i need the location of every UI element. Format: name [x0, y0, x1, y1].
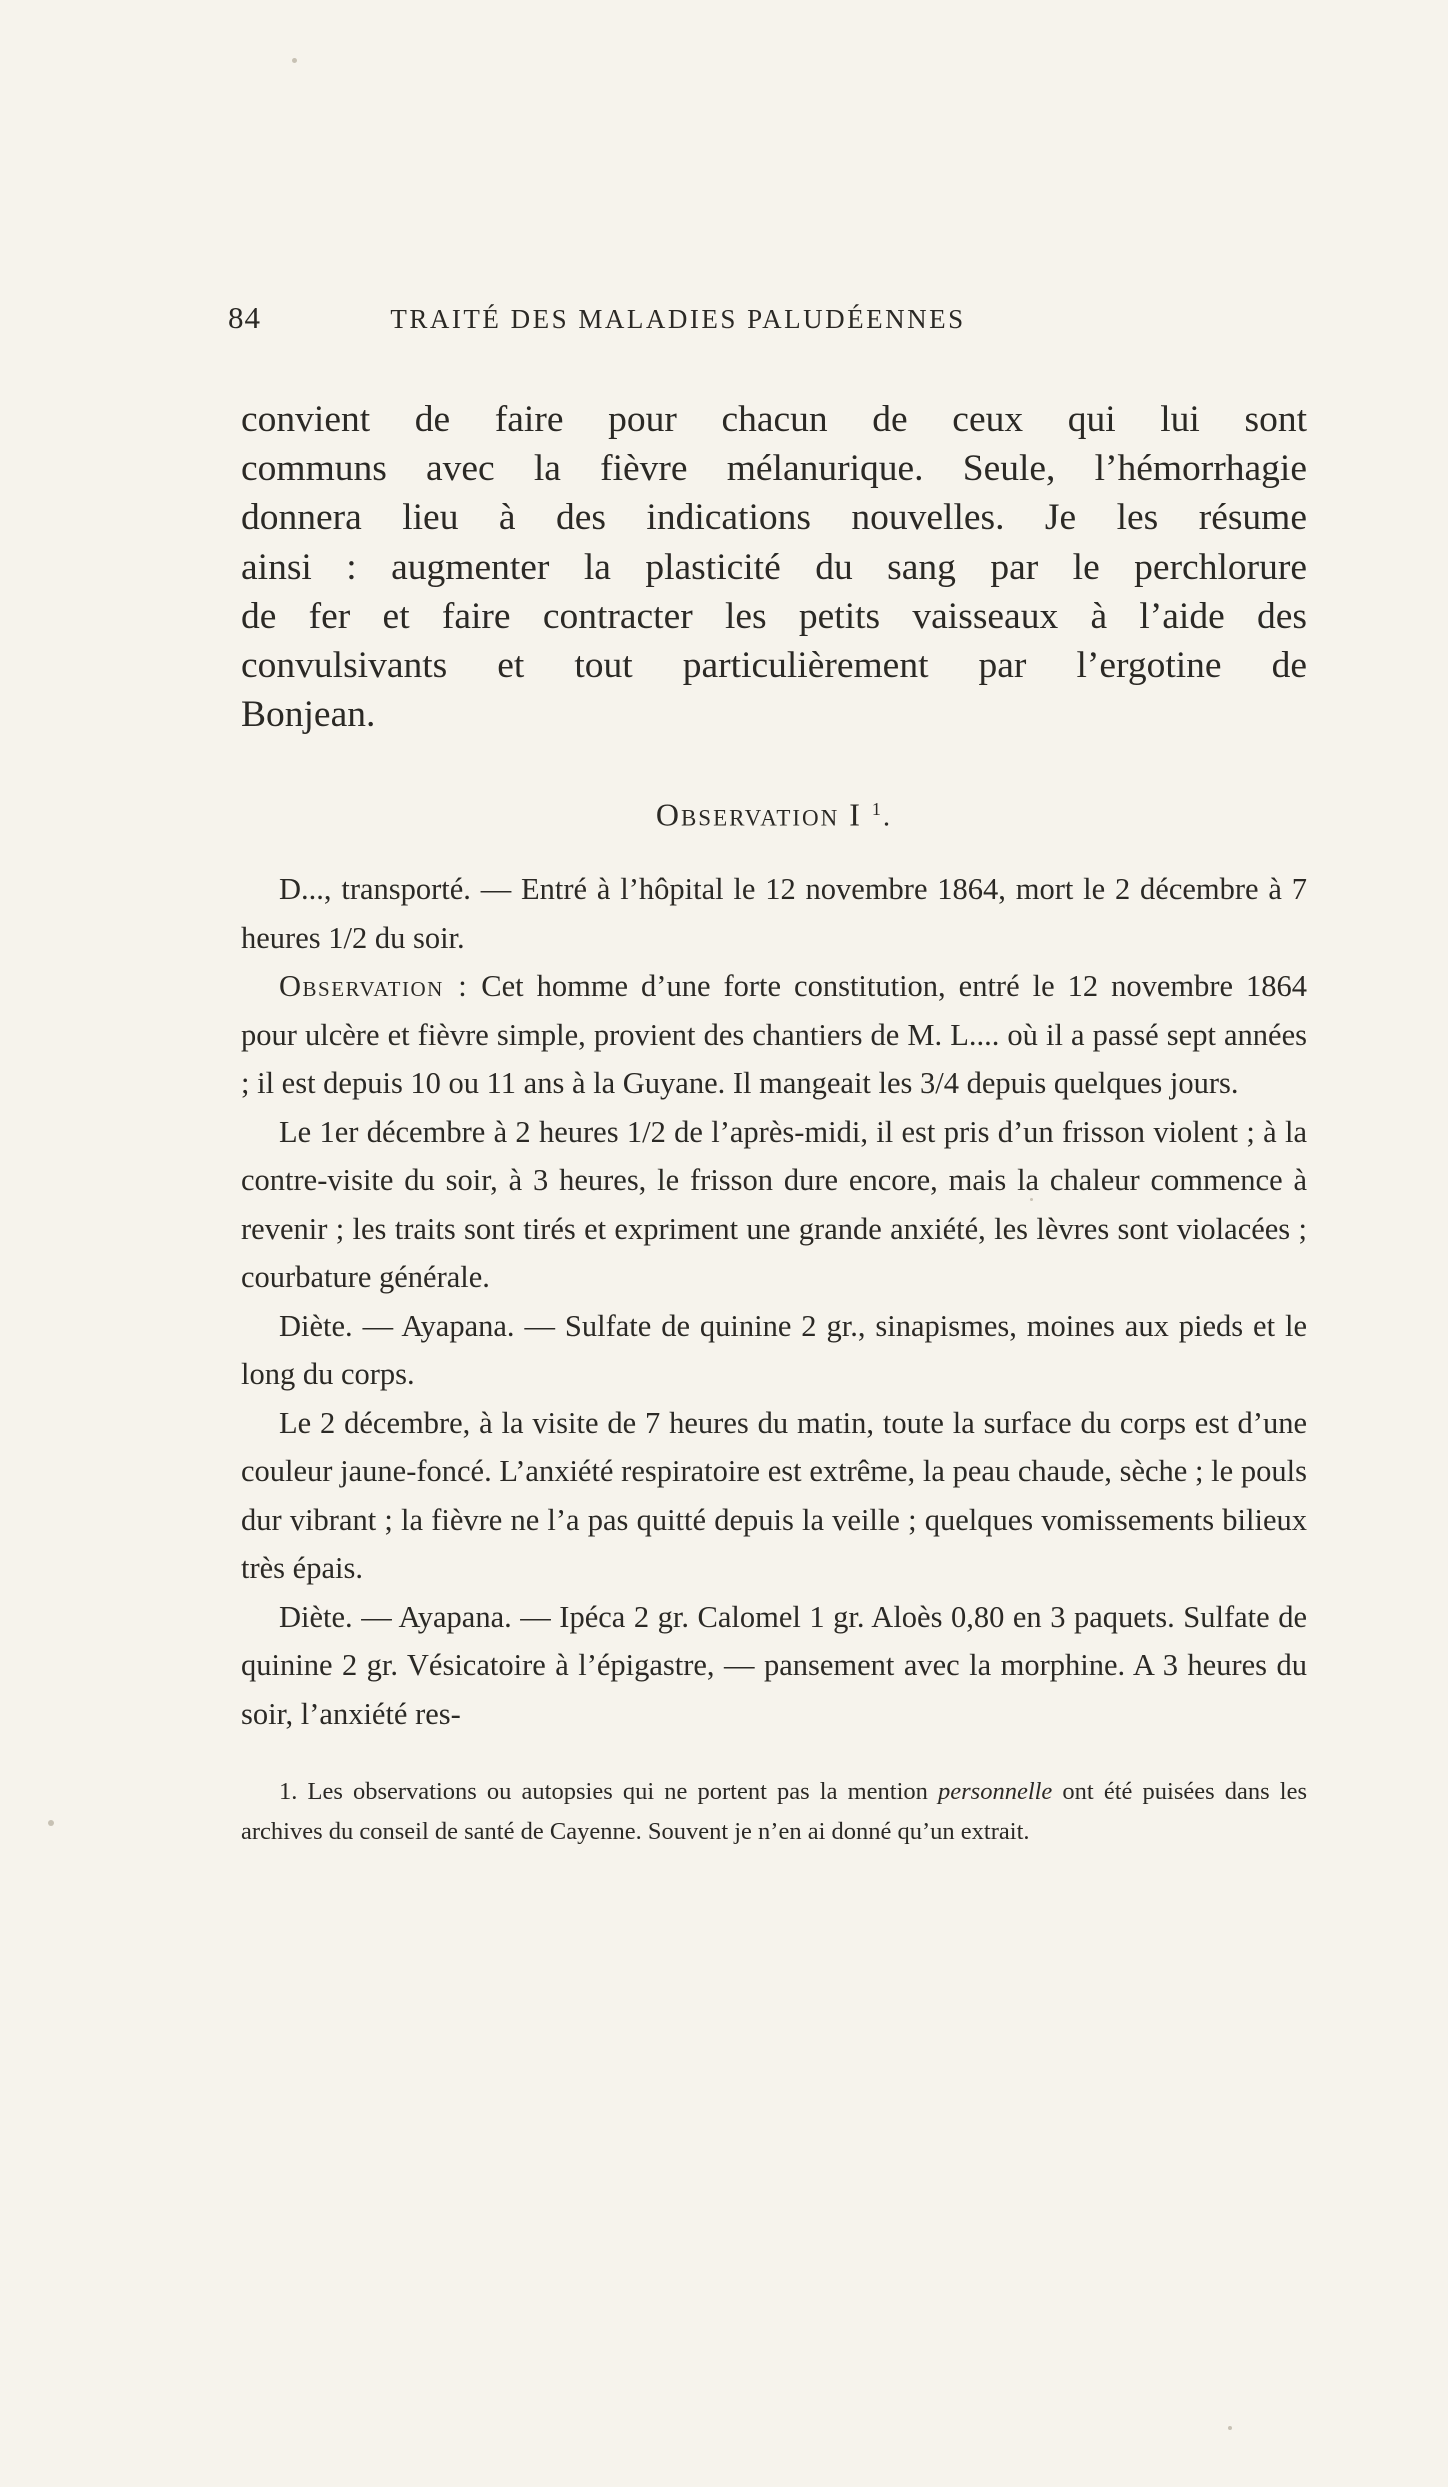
footnote	[241, 1772, 1307, 1852]
intro-paragraph	[241, 395, 1307, 739]
page-body	[241, 395, 1307, 1877]
footnote-text-end: ont été puisées dans les archives du conseil de santé de Cayenne. Souvent je n’en ai donné qu’un extrait.	[241, 1778, 1307, 1846]
december-first-paragraph	[241, 1108, 1307, 1302]
case-summary-paragraph	[241, 865, 1307, 962]
observation-heading-initial: O	[655, 797, 681, 834]
paragraph-text: D..., transporté. — Entré à l’hôpital le 12 novembre 1864, mort le 2 décembre à 7 heures 1/2 du soir.	[241, 872, 1307, 955]
treatment-paragraph	[241, 1302, 1307, 1399]
paragraph-text: Le 2 décembre, à la visite de 7 heures du matin, toute la surface du corps est d’une couleur jaune-foncé. L’anxiété respiratoire est extrême, la peau chaude, sèche ; le pouls dur vibrant ; la fièvre ne l’a pas quitté depuis la veille ; quelques vomissements bilieux très épais.	[241, 1405, 1307, 1586]
footnote-italic: personnelle	[938, 1778, 1053, 1806]
intro-line: de fer et faire contracter les petits vaisseaux à l’aide des	[241, 595, 1307, 637]
paper-speck	[1228, 2426, 1232, 2430]
treatment-paragraph-2	[241, 1593, 1307, 1739]
paper-speck	[48, 1820, 54, 1826]
intro-line: ainsi : augmenter la plasticité du sang par le perchlorure	[241, 546, 1307, 588]
december-second-paragraph	[241, 1399, 1307, 1593]
paper-speck	[292, 58, 297, 63]
paragraph-text: Diète. — Ayapana. — Sulfate de quinine 2 gr., sinapismes, moines aux pieds et le long du corps.	[241, 1308, 1307, 1392]
observation-paragraph	[241, 962, 1307, 1108]
footnote-text: Les observations ou autopsies qui ne portent pas la mention	[297, 1778, 938, 1806]
intro-line: donnera lieu à des indications nouvelles. Je les résume	[241, 497, 1307, 539]
footnote-marker: 1.	[279, 1778, 298, 1806]
observation-heading-period: .	[882, 801, 893, 834]
intro-line: communs avec la fièvre mélanurique. Seule, l’hémorrhagie	[241, 448, 1307, 490]
footnote-reference: 1	[871, 799, 883, 820]
observation-heading	[241, 789, 1307, 839]
paragraph-text: Le 1er décembre à 2 heures 1/2 de l’après-midi, il est pris d’un frisson violent ; à la contre-visite du soir, à 3 heures, le frisson dure encore, mais la chaleur commence à revenir ; les traits sont tirés et expriment une grande anxiété, les lèvres sont violacées ; courbature générale.	[241, 1114, 1307, 1295]
observation-heading-numeral: I	[839, 797, 872, 834]
paragraph-text: Cet homme d’une forte constitution, entré le 12 novembre 1864 pour ulcère et fièvre simple, provient des chantiers de M. L.... où il a passé sept années ; il est depuis 10 ou 11 ans à la Guyane. Il mangeait les 3/4 depuis quelques jours.	[241, 969, 1307, 1101]
intro-line: Bonjean.	[241, 694, 376, 736]
paper-speck	[1030, 1198, 1033, 1201]
page-header	[228, 300, 1108, 350]
observation-heading-word: BSERVATION	[680, 806, 840, 832]
running-title: TRAITÉ DES MALADIES PALUDÉENNES	[390, 304, 966, 334]
intro-line: convient de faire pour chacun de ceux qui lui sont	[241, 399, 1307, 440]
page-number: 84	[228, 300, 261, 335]
intro-line: convulsivants et tout particulièrement par l’ergotine de	[241, 645, 1307, 687]
paragraph-text: Diète. — Ayapana. — Ipéca 2 gr. Calomel 1 gr. Aloès 0,80 en 3 paquets. Sulfate de quinine 2 gr. Vésicatoire à l’épigastre, — pansement avec la morphine. A 3 heures du soir, l’anxiété res-	[241, 1599, 1307, 1731]
paragraph-lead: Observation :	[279, 969, 469, 1004]
